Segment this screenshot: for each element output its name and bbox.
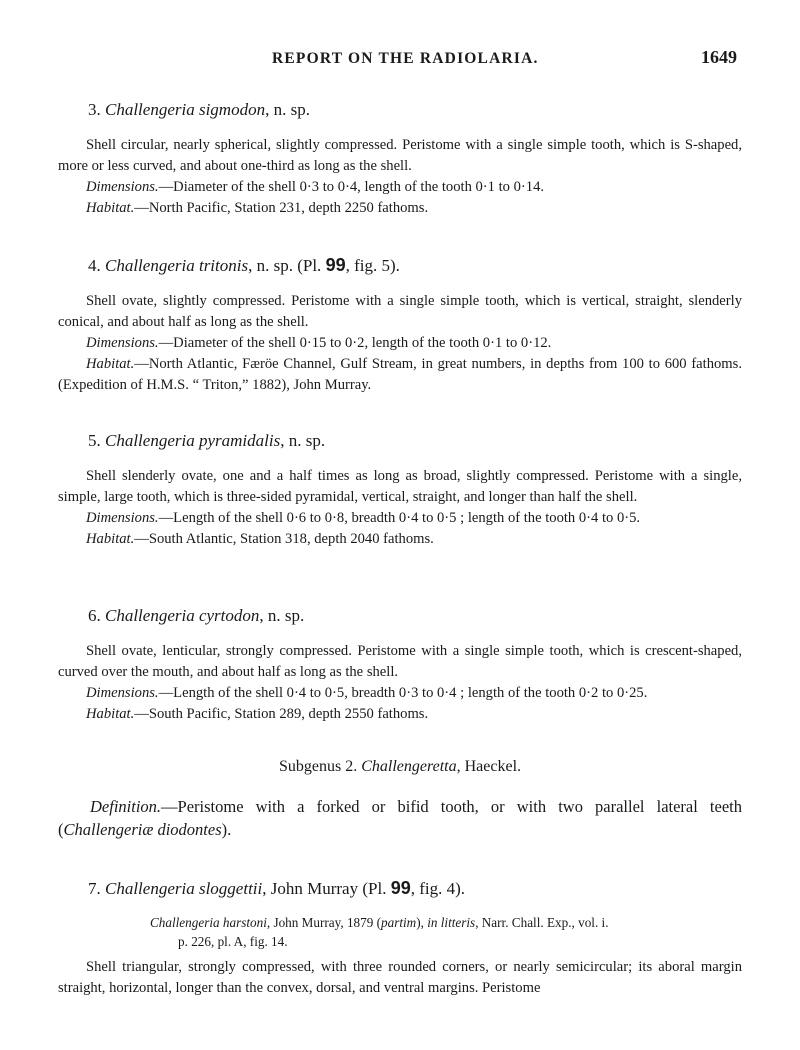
definition-end: ). bbox=[221, 820, 232, 839]
citation-name: Challengeria harstoni bbox=[150, 915, 267, 930]
subgenus-suffix: , Haeckel. bbox=[456, 758, 522, 775]
species-number: 7. bbox=[88, 879, 101, 898]
species-suffix: , n. sp. bbox=[280, 431, 326, 450]
definition-text: —Peristome with a forked or bifid tooth, or with two parallel lateral teeth ( bbox=[58, 797, 742, 839]
species-name: Challengeria tritonis bbox=[105, 256, 249, 275]
species-heading bbox=[88, 877, 742, 900]
species-description: Shell ovate, lenticular, strongly compressed. Peristome with a single simple tooth, which is crescent-shaped, curved over the mouth, and about half as long as the shell. bbox=[58, 643, 742, 680]
dimensions-label: Dimensions. bbox=[86, 685, 159, 701]
species-name: Challengeria cyrtodon bbox=[105, 606, 260, 625]
citation-sep: ), bbox=[416, 915, 428, 930]
dimensions-text: —Length of the shell 0·6 to 0·8, breadth 0·4 to 0·5 ; length of the tooth 0·4 to 0·5. bbox=[158, 510, 641, 526]
species-entry-5 bbox=[58, 430, 742, 550]
habitat-label: Habitat. bbox=[86, 356, 135, 372]
dimensions-label: Dimensions. bbox=[86, 510, 159, 526]
species-number: 3. bbox=[88, 100, 101, 119]
species-name: Challengeria sigmodon bbox=[105, 100, 266, 119]
habitat-label: Habitat. bbox=[86, 200, 135, 216]
definition-italic: Challengeriæ diodontes bbox=[63, 820, 222, 839]
species-suffix: , John Murray (Pl. bbox=[262, 879, 391, 898]
citation-line-2: p. 226, pl. A, fig. 14. bbox=[178, 934, 288, 949]
running-head: REPORT ON THE RADIOLARIA. bbox=[272, 50, 539, 67]
subgenus-name: Challengeretta bbox=[361, 758, 457, 775]
species-number: 5. bbox=[88, 431, 101, 450]
species-suffix: , n. sp. bbox=[265, 100, 310, 119]
habitat-line bbox=[58, 354, 742, 396]
dimensions-line bbox=[58, 333, 742, 354]
species-number: 4. bbox=[88, 256, 101, 275]
citation-litteris: in litteris bbox=[427, 915, 476, 930]
habitat-line bbox=[58, 198, 742, 219]
species-entry-3 bbox=[58, 99, 742, 219]
page-header bbox=[0, 47, 800, 74]
species-entry-4 bbox=[58, 254, 742, 396]
subgenus-definition bbox=[58, 795, 742, 841]
dimensions-line bbox=[58, 177, 742, 198]
subgenus-heading bbox=[0, 758, 800, 776]
habitat-line bbox=[58, 529, 742, 550]
dimensions-line bbox=[58, 508, 742, 529]
page-number: 1649 bbox=[701, 47, 737, 67]
habitat-text: —South Pacific, Station 289, depth 2550 fathoms. bbox=[134, 706, 429, 722]
habitat-label: Habitat. bbox=[86, 531, 135, 547]
dimensions-text: —Diameter of the shell 0·15 to 0·2, length of the tooth 0·1 to 0·12. bbox=[158, 335, 552, 351]
species-description: Shell ovate, slightly compressed. Peristome with a single simple tooth, which is vertical, straight, slenderly conical, and about half as long as the shell. bbox=[58, 293, 742, 330]
figure-ref: , fig. 5). bbox=[345, 256, 400, 275]
dimensions-text: —Diameter of the shell 0·3 to 0·4, length of the tooth 0·1 to 0·14. bbox=[158, 179, 545, 195]
habitat-line bbox=[58, 704, 742, 725]
species-name: Challengeria pyramidalis bbox=[105, 431, 281, 450]
species-heading bbox=[88, 430, 742, 452]
subgenus-prefix: Subgenus 2. bbox=[278, 758, 362, 775]
species-name: Challengeria sloggettii bbox=[105, 879, 263, 898]
figure-ref: , fig. 4). bbox=[410, 879, 466, 898]
citation-source: , Narr. Chall. Exp., vol. i. bbox=[475, 915, 609, 930]
synonym-citation bbox=[150, 913, 742, 951]
species-suffix: , n. sp. (Pl. bbox=[248, 256, 326, 275]
plate-number: 99 bbox=[390, 878, 411, 898]
species-heading bbox=[88, 605, 742, 627]
species-description: Shell triangular, strongly compressed, with three rounded corners, or nearly semicircular; its aboral margin straight, horizontal, longer than the convex, dorsal, and ventral margins. Peristome bbox=[58, 959, 742, 996]
habitat-text: —South Atlantic, Station 318, depth 2040 fathoms. bbox=[134, 531, 434, 547]
dimensions-label: Dimensions. bbox=[86, 335, 159, 351]
species-description: Shell circular, nearly spherical, slightly compressed. Peristome with a single simple tooth, which is S-shaped, more or less curved, and about one-third as long as the shell. bbox=[58, 137, 742, 174]
habitat-text: —North Atlantic, Færöe Channel, Gulf Stream, in great numbers, in depths from 100 to 600 fathoms. (Expedition of H.M.S. “ Triton,” 1882), John Murray. bbox=[58, 356, 742, 393]
plate-number: 99 bbox=[325, 255, 346, 275]
habitat-label: Habitat. bbox=[86, 706, 135, 722]
dimensions-label: Dimensions. bbox=[86, 179, 159, 195]
species-entry-6 bbox=[58, 605, 742, 725]
habitat-text: —North Pacific, Station 231, depth 2250 fathoms. bbox=[134, 200, 429, 216]
citation-line-1 bbox=[150, 913, 742, 932]
citation-partim: partim bbox=[381, 915, 417, 930]
species-number: 6. bbox=[88, 606, 101, 625]
citation-author: , John Murray, 1879 ( bbox=[266, 915, 382, 930]
dimensions-text: —Length of the shell 0·4 to 0·5, breadth 0·3 to 0·4 ; length of the tooth 0·2 to 0·25. bbox=[158, 685, 648, 701]
species-heading bbox=[88, 254, 742, 277]
species-entry-7 bbox=[58, 877, 742, 900]
species-heading bbox=[88, 99, 742, 121]
species-suffix: , n. sp. bbox=[259, 606, 305, 625]
dimensions-line bbox=[58, 683, 742, 704]
species-7-description bbox=[58, 957, 742, 999]
species-description: Shell slenderly ovate, one and a half times as long as broad, slightly compressed. Peristome with a single, simple, large tooth, which is three-sided pyramidal, vertical, straight, and longer than half the shell. bbox=[58, 468, 742, 505]
definition-label: Definition. bbox=[90, 797, 162, 816]
